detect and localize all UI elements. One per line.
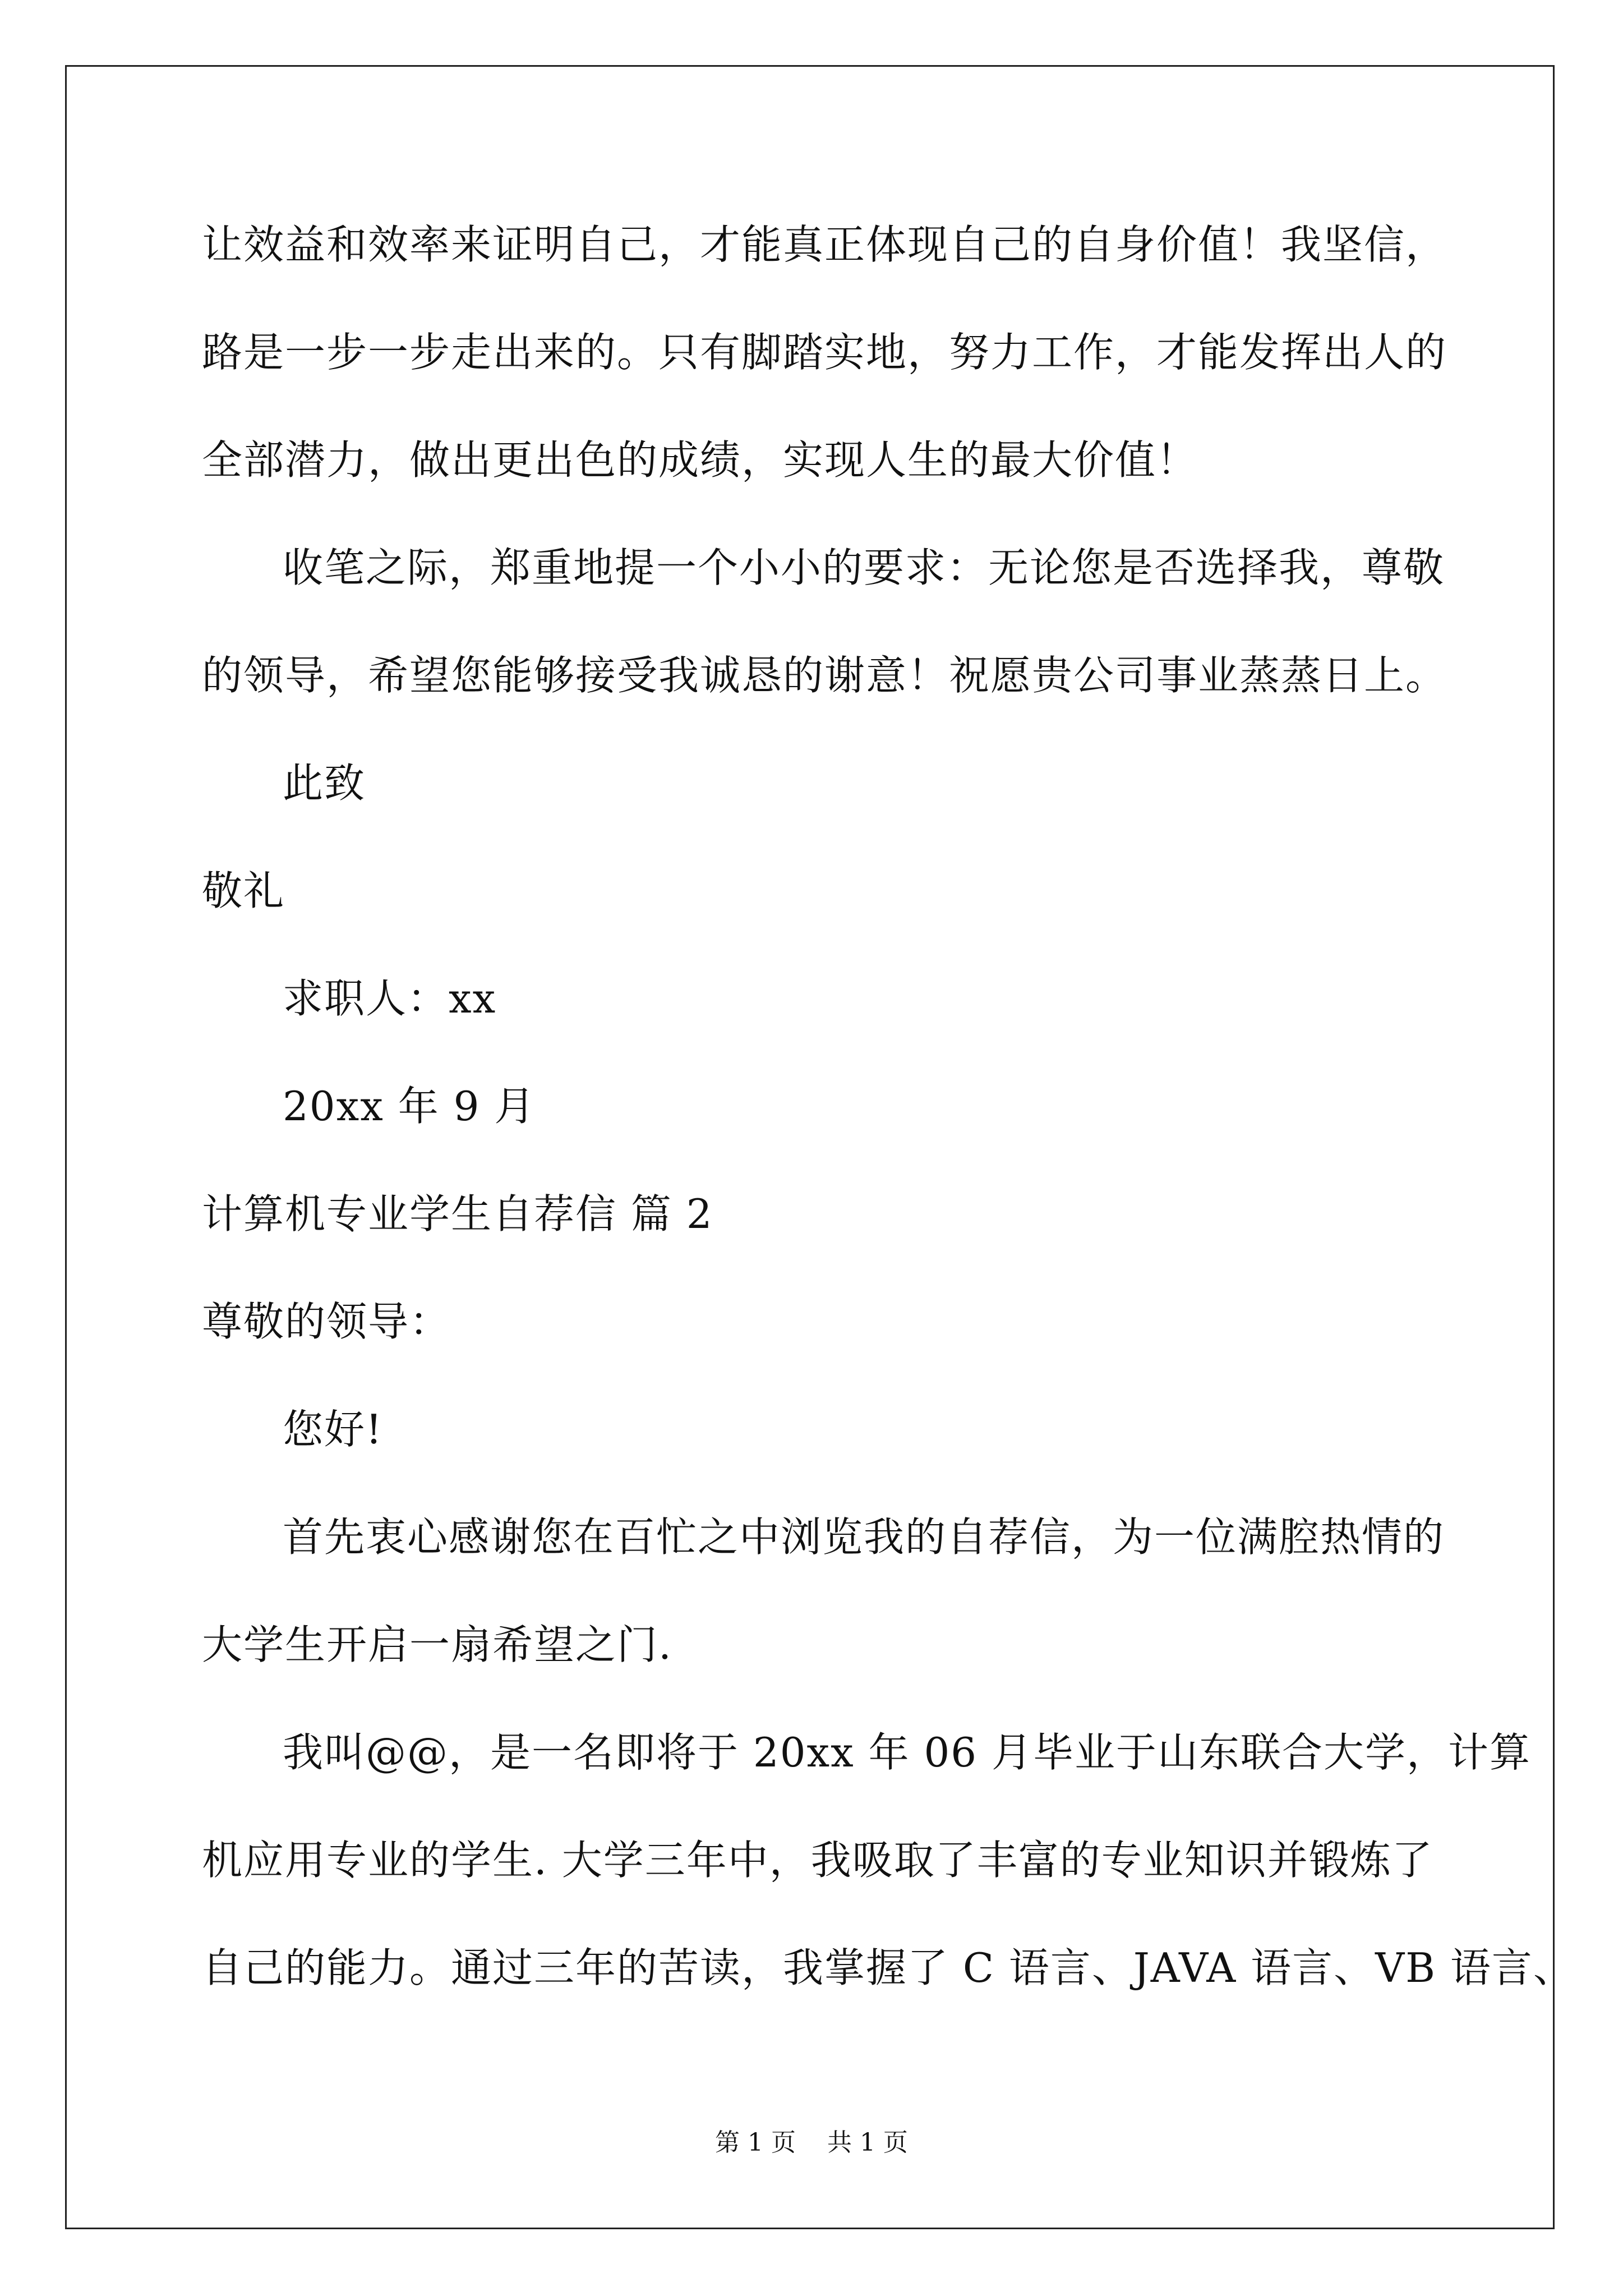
page-border <box>65 65 1575 2229</box>
body-line-16: 机应用专业的学生. 大学三年中，我吸取了丰富的专业知识并锻炼了 <box>202 1837 1433 1884</box>
body-line-17: 自己的能力。通过三年的苦读，我掌握了 C 语言、JAVA 语言、VB 语言、 <box>202 1944 1575 1991</box>
body-line-15: 我叫@@，是一名即将于 20xx 年 06 月毕业于山东联合大学，计算 <box>283 1729 1531 1776</box>
letter-date: 20xx 年 9 月 <box>283 1083 536 1130</box>
body-line-14: 大学生开启一扇希望之门. <box>202 1621 672 1668</box>
closing-salutation: 此致 <box>283 760 366 807</box>
body-line-2: 路是一步一步走出来的。只有脚踏实地，努力工作，才能发挥出人的 <box>202 329 1447 376</box>
section-heading: 计算机专业学生自荐信 篇 2 <box>202 1190 713 1237</box>
body-line-13: 首先衷心感谢您在百忙之中浏览我的自荐信，为一位满腔热情的 <box>283 1513 1445 1561</box>
body-line-4: 收笔之际，郑重地提一个小小的要求：无论您是否选择我，尊敬 <box>283 544 1445 591</box>
greeting-line: 尊敬的领导： <box>202 1298 451 1345</box>
applicant-signature: 求职人：xx <box>283 975 497 1022</box>
closing-regards: 敬礼 <box>202 867 285 914</box>
body-line-3: 全部潜力，做出更出色的成绩，实现人生的最大价值！ <box>202 436 1198 484</box>
body-line-5: 的领导，希望您能够接受我诚恳的谢意！祝愿贵公司事业蒸蒸日上。 <box>202 652 1447 699</box>
body-line-1: 让效益和效率来证明自己，才能真正体现自己的自身价值！我坚信， <box>202 221 1447 268</box>
page-number-footer: 第 1 页 共 1 页 <box>715 2128 908 2157</box>
hello-line: 您好! <box>283 1406 383 1453</box>
